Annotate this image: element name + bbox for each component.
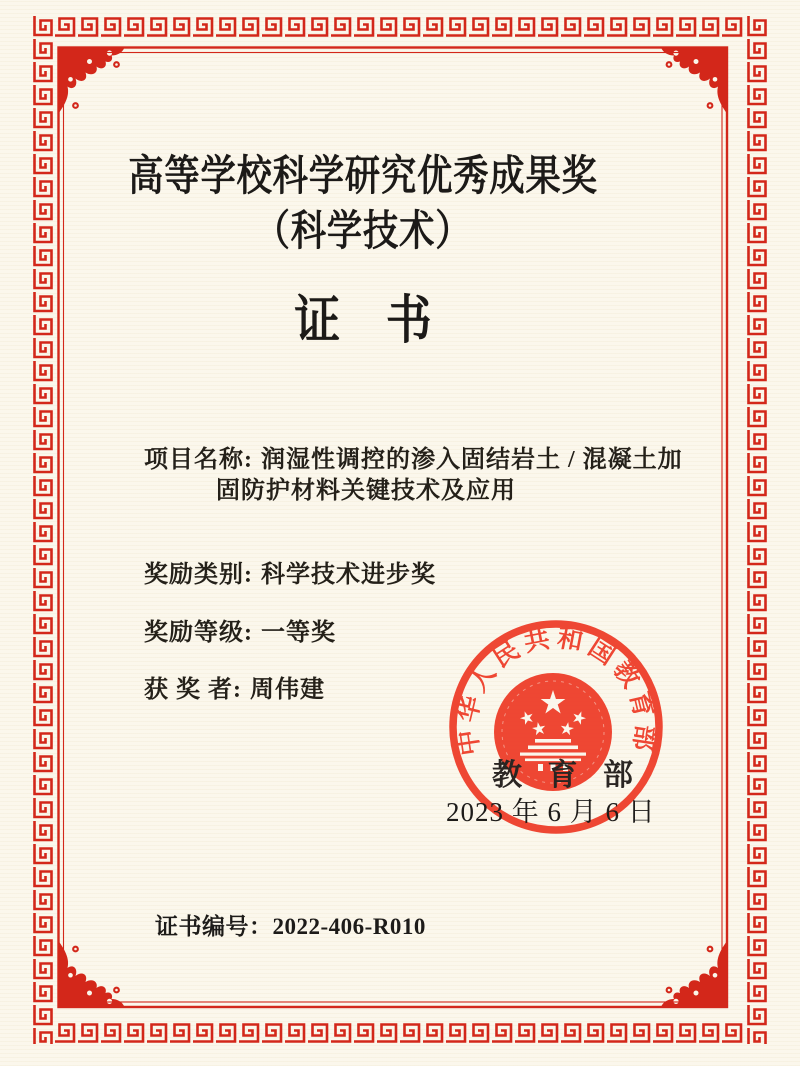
award-title-line1: 高等学校科学研究优秀成果奖: [128, 154, 598, 200]
award-title-line2: （科学技术）: [254, 209, 472, 255]
field-awardee: [116, 642, 325, 731]
award-grade-value: 一等奖: [261, 620, 336, 646]
project-name-label: 项目名称:: [144, 447, 253, 473]
project-name-value-line2: 固防护材料关键技术及应用: [216, 478, 516, 504]
awardee-label: 获 奖 者:: [144, 677, 242, 703]
project-name-value-line1: 润湿性调控的渗入固结岩土 / 混凝土加: [261, 447, 683, 473]
award-category-label: 奖励类别:: [144, 562, 253, 588]
award-grade-label: 奖励等级:: [144, 620, 253, 646]
document-type-title: 证 书: [294, 293, 432, 350]
seal-ring-text: 中华人民共和国教育部: [451, 623, 661, 758]
certificate-number: [130, 882, 426, 967]
certificate-number-label: 证书编号：: [155, 914, 273, 939]
awardee-value: 周伟建: [250, 677, 325, 703]
issuer-signature: 教 育 部: [492, 759, 642, 792]
award-category-value: 科学技术进步奖: [261, 562, 436, 588]
certificate-number-value: 2022-406-R010: [272, 914, 426, 939]
issue-date: 2023 年 6 月 6 日: [446, 797, 656, 827]
